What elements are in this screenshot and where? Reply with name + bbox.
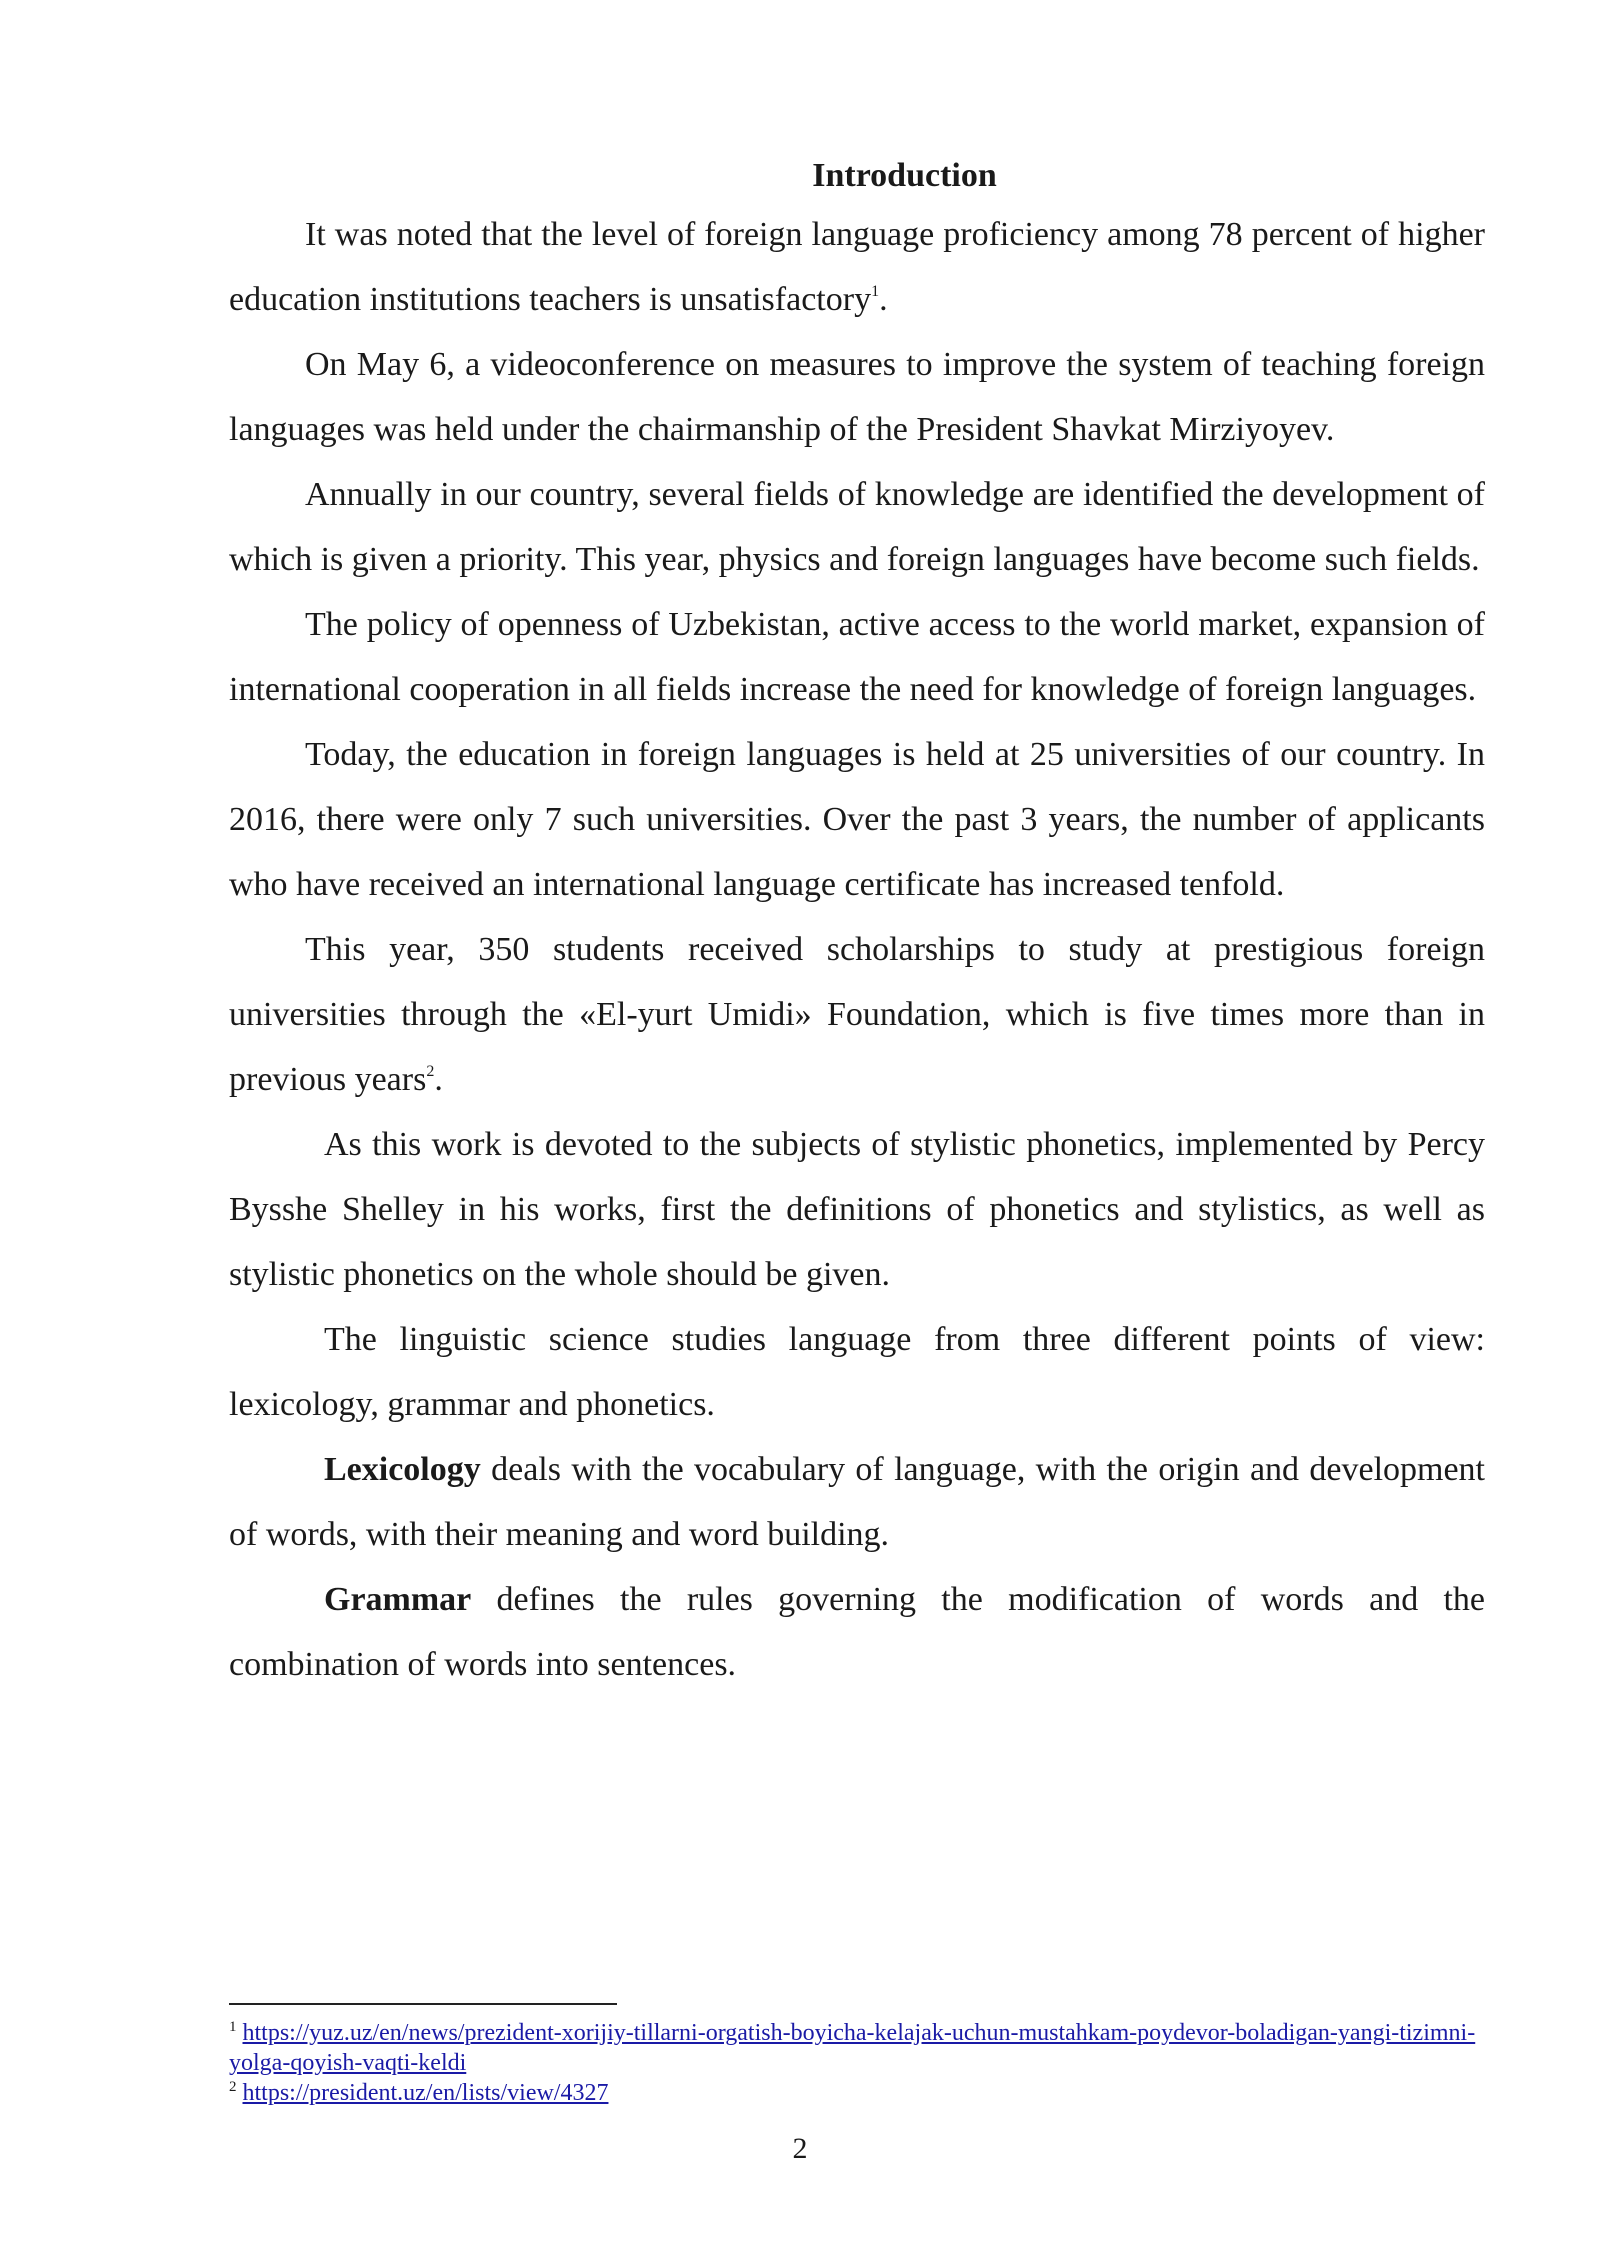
paragraph-lexicology: Lexicology deals with the vocabulary of language, with the origin and development of words, with their meaning and word building. — [229, 1451, 1485, 1553]
paragraph-1: It was noted that the level of foreign language proficiency among 78 percent of higher education institutions teachers is unsatisfactory$^1$. — [229, 216, 1485, 318]
paragraph-5: Today, the education in foreign languages is held at 25 universities of our country. In 2016, there were only 7 such universities. Over the past 3 years, the number of applicants who have received an international language certificate has increased tenfold. — [229, 736, 1485, 903]
footnote-separator — [229, 2003, 617, 2005]
footnotes — [229, 2018, 1485, 2108]
paragraph-7: As this work is devoted to the subjects of stylistic phonetics, implemented by Percy Bysshe Shelley in his works, first the definitions of phonetics and stylistics, as well as stylistic phonetics on the whole should be given. — [229, 1126, 1485, 1293]
paragraph-2: On May 6, a videoconference on measures to improve the system of teaching foreign languages was held under the chairmanship of the President Shavkat Mirziyoyev. — [229, 346, 1485, 448]
footnote-link-1[interactable]: https://yuz.uz/en/news/prezident-xorijiy-tillarni-orgatish-boyicha-kelajak-uchun-mustahkam-poydevor-boladigan-yangi-tizimni-yolga-qoyish-vaqti-keldi — [229, 2020, 1476, 2076]
footnote-2: $^2$ https://president.uz/en/lists/view/4327 — [229, 2079, 609, 2106]
term-grammar: Grammar — [324, 1581, 472, 1618]
term-lexicology: Lexicology — [324, 1451, 481, 1488]
footnote-ref-2[interactable]: 2 — [426, 1063, 435, 1080]
paragraph-6: This year, 350 students received scholarships to study at prestigious foreign universities through the «El-yurt Umidi» Foundation, which is five times more than in previous years$^2$. — [229, 931, 1485, 1098]
footnote-ref-1[interactable]: 1 — [871, 283, 880, 300]
page-title: Introduction — [812, 157, 997, 194]
page-number: 2 — [792, 2132, 808, 2165]
paragraph-4: The policy of openness of Uzbekistan, active access to the world market, expansion of international cooperation in all fields increase the need for knowledge of foreign languages. — [229, 606, 1485, 708]
paragraph-grammar: Grammar defines the rules governing the modification of words and the combination of words into sentences. — [229, 1581, 1485, 1683]
paragraph-3: Annually in our country, several fields of knowledge are identified the development of which is given a priority. This year, physics and foreign languages have become such fields. — [229, 476, 1485, 578]
footnote-1: $^1$ https://yuz.uz/en/news/prezident-xorijiy-tillarni-orgatish-boyicha-kelajak-uchun-mustahkam-poydevor-boladigan-yangi-tizimni-yolga-qoyish-vaqti-keldi — [229, 2019, 1476, 2076]
paragraph-8: The linguistic science studies language from three different points of view: lexicology, grammar and phonetics. — [229, 1321, 1485, 1423]
footnote-link-2[interactable]: https://president.uz/en/lists/view/4327 — [242, 2080, 609, 2106]
page-body — [229, 150, 1485, 1697]
